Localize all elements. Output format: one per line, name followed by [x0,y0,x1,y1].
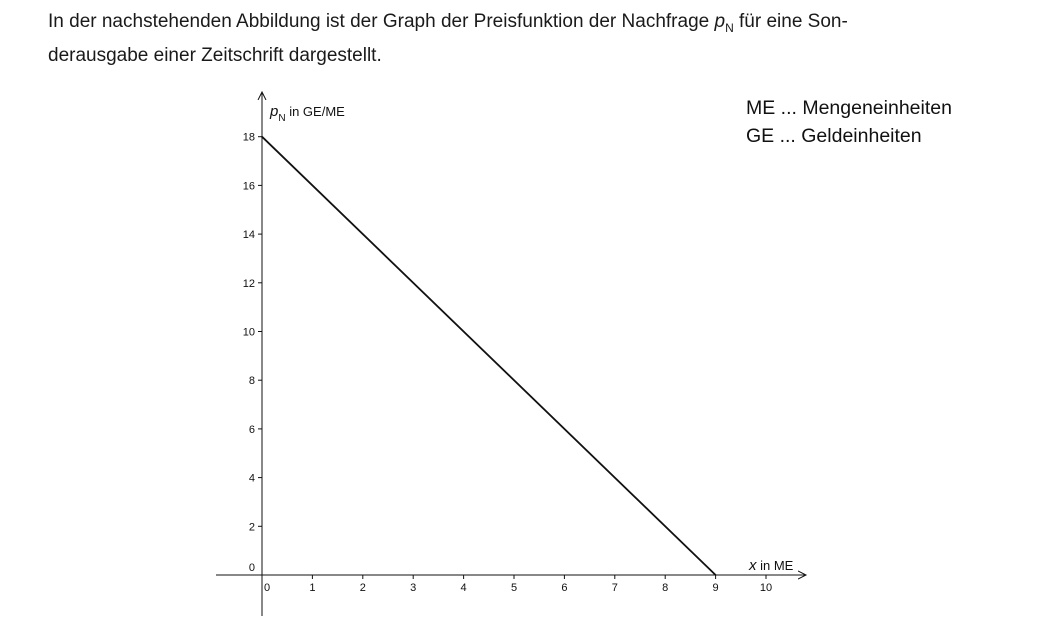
intro-line-1-before: In der nachstehenden Abbildung ist der Graph der Preisfunktion der Nachfrage [48,11,715,32]
y-tick-label: 2 [248,521,255,534]
intro-line-2: derausgabe einer Zeitschrift dargestellt. [48,44,382,66]
y-axis-var: p [270,103,279,120]
x-tick-label: 1 [309,582,316,594]
x-tick-label: 9 [712,582,719,594]
intro-line-1-after: für eine Son- [733,11,848,32]
x-ticks [264,575,772,594]
x-tick-label: 3 [410,582,417,594]
y-tick-label: 16 [242,180,255,193]
y-ticks [243,132,262,574]
series-layer [262,137,716,575]
y-tick-label: 18 [242,131,255,144]
x-tick-label: 6 [561,582,568,594]
x-axis-var: x [749,557,757,574]
legend-line-me: ME ... Mengeneinheiten [746,97,952,119]
y-tick-label: 12 [242,277,255,290]
x-tick-label: 7 [611,582,618,594]
x-tick-label: 8 [662,582,669,594]
x-axis-title [748,557,794,574]
demand-line [262,137,716,575]
y-tick-label: 10 [242,326,255,339]
y-tick-label: 6 [248,423,255,436]
y-axis-title [269,103,345,124]
x-tick-label: 4 [460,582,467,594]
x-tick-label: 2 [359,582,366,594]
x-axis-unit: in ME [756,558,794,573]
intro-symbol-sub: N [725,20,734,35]
y-axis-unit: in GE/ME [285,104,345,119]
x-tick-label: 10 [759,582,773,594]
legend-line-ge: GE ... Geldeinheiten [746,125,922,147]
y-tick-label: 4 [248,472,255,485]
y-tick-label: 0 [248,562,255,574]
intro-symbol: p [714,11,726,32]
x-tick-label: 5 [510,582,518,594]
x-tick-label: 0 [263,582,271,594]
y-tick-label: 8 [248,375,255,388]
y-tick-label: 14 [242,229,255,242]
y-axis-sub: N [278,113,286,124]
